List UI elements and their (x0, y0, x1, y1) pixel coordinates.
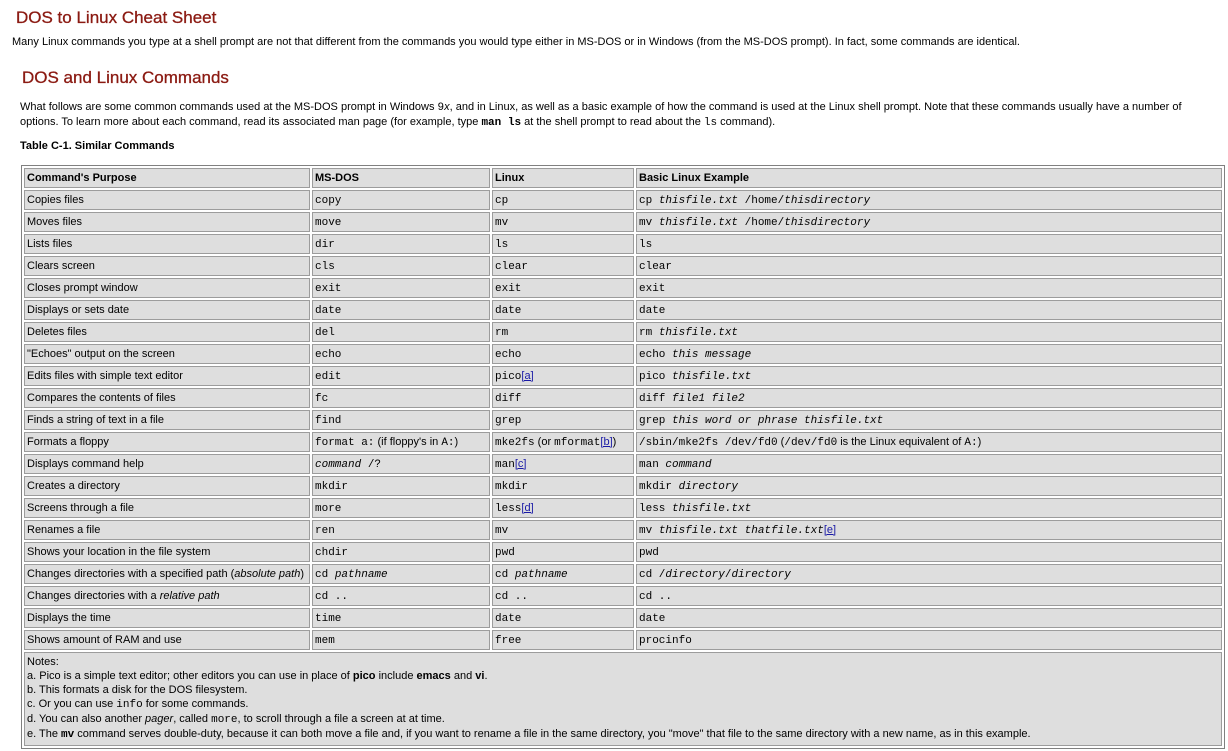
example-cell: cd /directory/directory (636, 564, 1222, 584)
table-row (24, 300, 1222, 320)
example-cell: cp thisfile.txt /home/thisdirectory (636, 190, 1222, 210)
table-row (24, 190, 1222, 210)
example-cell: pico thisfile.txt (636, 366, 1222, 386)
example-cell: mkdir directory (636, 476, 1222, 496)
header-example: Basic Linux Example (636, 168, 1222, 188)
header-msdos: MS-DOS (312, 168, 490, 188)
example-cell: grep this word or phrase thisfile.txt (636, 410, 1222, 430)
linux-cell: grep (492, 410, 634, 430)
example-cell: date (636, 300, 1222, 320)
table-row (24, 564, 1222, 584)
linux-cell: cd .. (492, 586, 634, 606)
table-row (24, 344, 1222, 364)
dos-cell: more (312, 498, 490, 518)
purpose-cell: Displays the time (24, 608, 310, 628)
page-title: DOS to Linux Cheat Sheet (16, 8, 217, 27)
linux-cell: rm (492, 322, 634, 342)
example-cell: exit (636, 278, 1222, 298)
footnote-link-c[interactable]: [c] (514, 457, 527, 470)
purpose-cell: Changes directories with a specified path (absolute path) (24, 564, 310, 584)
dos-cell: dir (312, 234, 490, 254)
purpose-cell: Creates a directory (24, 476, 310, 496)
section-paragraph: What follows are some common commands used at the MS-DOS prompt in Windows 9x, and in Linux, as well as a basic example of how the command is used at the Linux shell prompt. Note that these commands usually have a number of options. To learn more about each command, read its associated man page (for example, type man ls at the shell prompt to read about the ls command). (20, 101, 1182, 129)
example-cell: mv thisfile.txt thatfile.txt[e] (636, 520, 1222, 540)
note-c: c. Or you can use info for some commands. (27, 698, 249, 711)
purpose-cell: "Echoes" output on the screen (24, 344, 310, 364)
linux-cell: mke2fs (or mformat[b]) (492, 432, 634, 452)
dos-cell: cd .. (312, 586, 490, 606)
table-row (24, 630, 1222, 650)
table-row (24, 234, 1222, 254)
purpose-cell: Displays or sets date (24, 300, 310, 320)
table-row (24, 410, 1222, 430)
linux-cell: mv (492, 520, 634, 540)
example-cell: echo this message (636, 344, 1222, 364)
dos-cell: del (312, 322, 490, 342)
table-row (24, 542, 1222, 562)
intro-paragraph: Many Linux commands you type at a shell prompt are not that different from the commands you would type either in MS-DOS or in Windows (from the MS-DOS prompt). In fact, some commands are identical. (12, 36, 1020, 48)
table-row (24, 476, 1222, 496)
dos-cell: command /? (312, 454, 490, 474)
footnote-link-a[interactable]: [a] (521, 369, 534, 382)
example-cell: cd .. (636, 586, 1222, 606)
dos-cell: edit (312, 366, 490, 386)
table-header-row (24, 168, 1222, 188)
notes-row (24, 652, 1222, 746)
commands-table-wrapper (21, 165, 1225, 749)
example-cell: clear (636, 256, 1222, 276)
footnote-link-d[interactable]: [d] (521, 501, 534, 514)
header-purpose: Command's Purpose (24, 168, 310, 188)
purpose-cell: Deletes files (24, 322, 310, 342)
example-cell: pwd (636, 542, 1222, 562)
dos-cell: cls (312, 256, 490, 276)
footnote-link-e[interactable]: [e] (823, 523, 837, 536)
example-cell: rm thisfile.txt (636, 322, 1222, 342)
header-linux: Linux (492, 168, 634, 188)
example-cell: mv thisfile.txt /home/thisdirectory (636, 212, 1222, 232)
linux-cell: mv (492, 212, 634, 232)
table-row (24, 520, 1222, 540)
example-cell: man command (636, 454, 1222, 474)
note-b: b. This formats a disk for the DOS filesystem. (27, 684, 248, 696)
dos-cell: chdir (312, 542, 490, 562)
purpose-cell: Moves files (24, 212, 310, 232)
dos-cell: mkdir (312, 476, 490, 496)
purpose-cell: Shows amount of RAM and use (24, 630, 310, 650)
table-caption: Table C-1. Similar Commands (20, 140, 175, 152)
linux-cell: pico[a] (492, 366, 634, 386)
table-row (24, 432, 1222, 452)
notes-title: Notes: (27, 656, 59, 668)
note-a: a. Pico is a simple text editor; other editors you can use in place of pico include emacs and vi. (27, 670, 488, 682)
table-row (24, 608, 1222, 628)
table-row (24, 454, 1222, 474)
linux-cell: free (492, 630, 634, 650)
dos-cell: exit (312, 278, 490, 298)
linux-cell: cd pathname (492, 564, 634, 584)
dos-cell: echo (312, 344, 490, 364)
example-cell: ls (636, 234, 1222, 254)
footnote-link-b[interactable]: [b] (600, 435, 613, 448)
example-cell: diff file1 file2 (636, 388, 1222, 408)
linux-cell: clear (492, 256, 634, 276)
table-row (24, 256, 1222, 276)
dos-cell: time (312, 608, 490, 628)
dos-cell: fc (312, 388, 490, 408)
dos-cell: date (312, 300, 490, 320)
example-cell: /sbin/mke2fs /dev/fd0 (/dev/fd0 is the Linux equivalent of A:) (636, 432, 1222, 452)
dos-cell: find (312, 410, 490, 430)
linux-cell: diff (492, 388, 634, 408)
linux-cell: pwd (492, 542, 634, 562)
table-row (24, 586, 1222, 606)
dos-cell: ren (312, 520, 490, 540)
purpose-cell: Formats a floppy (24, 432, 310, 452)
example-cell: date (636, 608, 1222, 628)
dos-cell: mem (312, 630, 490, 650)
linux-cell: date (492, 608, 634, 628)
purpose-cell: Finds a string of text in a file (24, 410, 310, 430)
linux-cell: date (492, 300, 634, 320)
purpose-cell: Screens through a file (24, 498, 310, 518)
dos-cell: copy (312, 190, 490, 210)
linux-cell: echo (492, 344, 634, 364)
dos-cell: cd pathname (312, 564, 490, 584)
table-row (24, 212, 1222, 232)
commands-table (21, 165, 1225, 749)
linux-cell: man[c] (492, 454, 634, 474)
example-cell: less thisfile.txt (636, 498, 1222, 518)
table-row (24, 322, 1222, 342)
purpose-cell: Lists files (24, 234, 310, 254)
purpose-cell: Renames a file (24, 520, 310, 540)
table-row (24, 388, 1222, 408)
purpose-cell: Clears screen (24, 256, 310, 276)
purpose-cell: Closes prompt window (24, 278, 310, 298)
linux-cell: mkdir (492, 476, 634, 496)
linux-cell: exit (492, 278, 634, 298)
linux-cell: less[d] (492, 498, 634, 518)
notes-cell (24, 652, 1222, 746)
linux-cell: cp (492, 190, 634, 210)
note-d: d. You can also another pager, called more, to scroll through a file a screen at at time. (27, 713, 445, 726)
table-row (24, 366, 1222, 386)
note-e: e. The mv command serves double-duty, because it can both move a file and, if you want to rename a file in the same directory, you "move" that file to the same directory with a new name, as in this example. (27, 728, 1031, 741)
example-cell: procinfo (636, 630, 1222, 650)
dos-cell: format a: (if floppy's in A:) (312, 432, 490, 452)
dos-cell: move (312, 212, 490, 232)
table-row (24, 278, 1222, 298)
table-row (24, 498, 1222, 518)
purpose-cell: Displays command help (24, 454, 310, 474)
section-title: DOS and Linux Commands (22, 68, 229, 87)
purpose-cell: Copies files (24, 190, 310, 210)
purpose-cell: Shows your location in the file system (24, 542, 310, 562)
linux-cell: ls (492, 234, 634, 254)
purpose-cell: Compares the contents of files (24, 388, 310, 408)
purpose-cell: Edits files with simple text editor (24, 366, 310, 386)
purpose-cell: Changes directories with a relative path (24, 586, 310, 606)
